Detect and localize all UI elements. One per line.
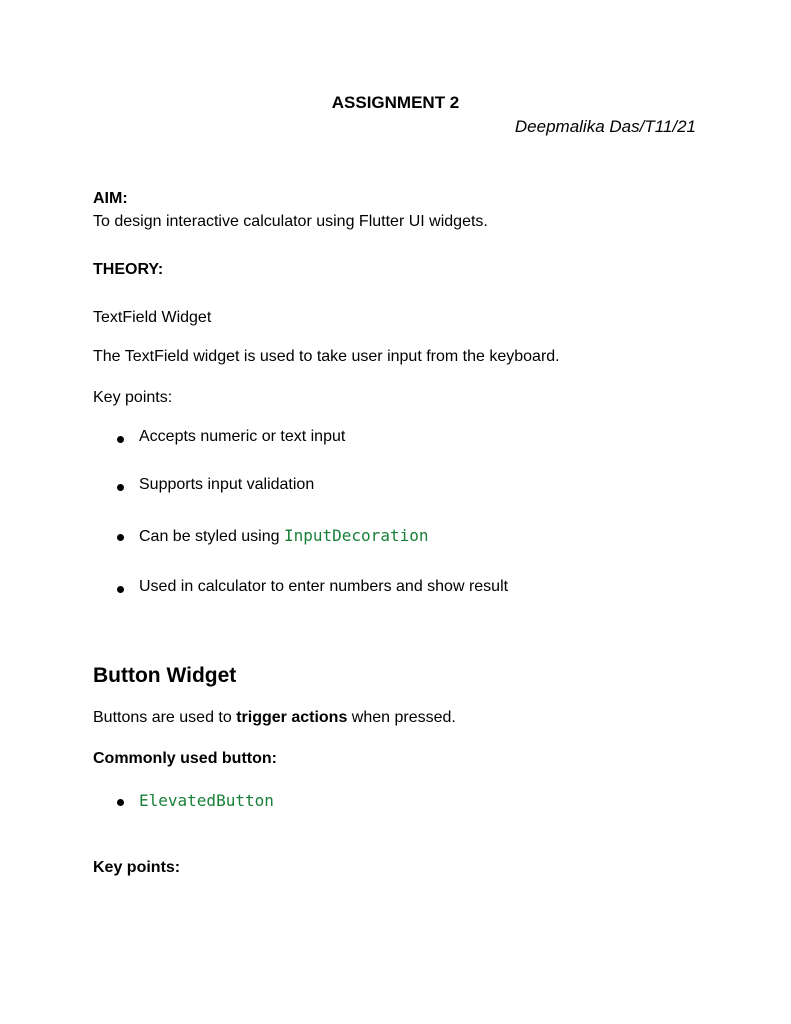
aim-text: To design interactive calculator using Flutter UI widgets. (93, 213, 488, 230)
textfield-key-points-label: Key points: (93, 389, 173, 406)
theory-label: THEORY: (93, 261, 164, 278)
bullet-icon (117, 436, 124, 443)
author-line: Deepmalika Das/T11/21 (514, 117, 696, 136)
button-key-points-label: Key points: (93, 859, 181, 876)
document-page: ASSIGNMENT 2 Deepmalika Das/T11/21 AIM: To design interactive calculator using Flutter UI widgets. THEORY: TextField Widget The TextField widget is used to take user input from the keyboard. Key points: Accepts numeric or text input Supports input validation Can be styled using InputDecoration Used in calculator to enter numbers and show result Button Widget Buttons are used to trigger actions when pressed. Commonly used button: ElevatedButton Key points: (0, 0, 791, 1024)
code-term-elevatedbutton: ElevatedButton (139, 791, 274, 810)
textfield-description: The TextField widget is used to take user input from the keyboard. (93, 348, 560, 365)
common-button-label: Commonly used button: (93, 750, 277, 767)
bullet-icon (117, 586, 124, 593)
bullet-icon (117, 534, 124, 541)
aim-label: AIM: (93, 190, 128, 207)
button-widget-heading: Button Widget (93, 664, 237, 687)
textfield-title: TextField Widget (93, 309, 212, 326)
page-title: ASSIGNMENT 2 (331, 93, 460, 112)
code-term-inputdecoration: InputDecoration (283, 526, 429, 545)
bullet-icon (117, 799, 124, 806)
button-widget-description: Buttons are used to trigger actions when pressed. (93, 709, 456, 726)
bullet-icon (117, 484, 124, 491)
